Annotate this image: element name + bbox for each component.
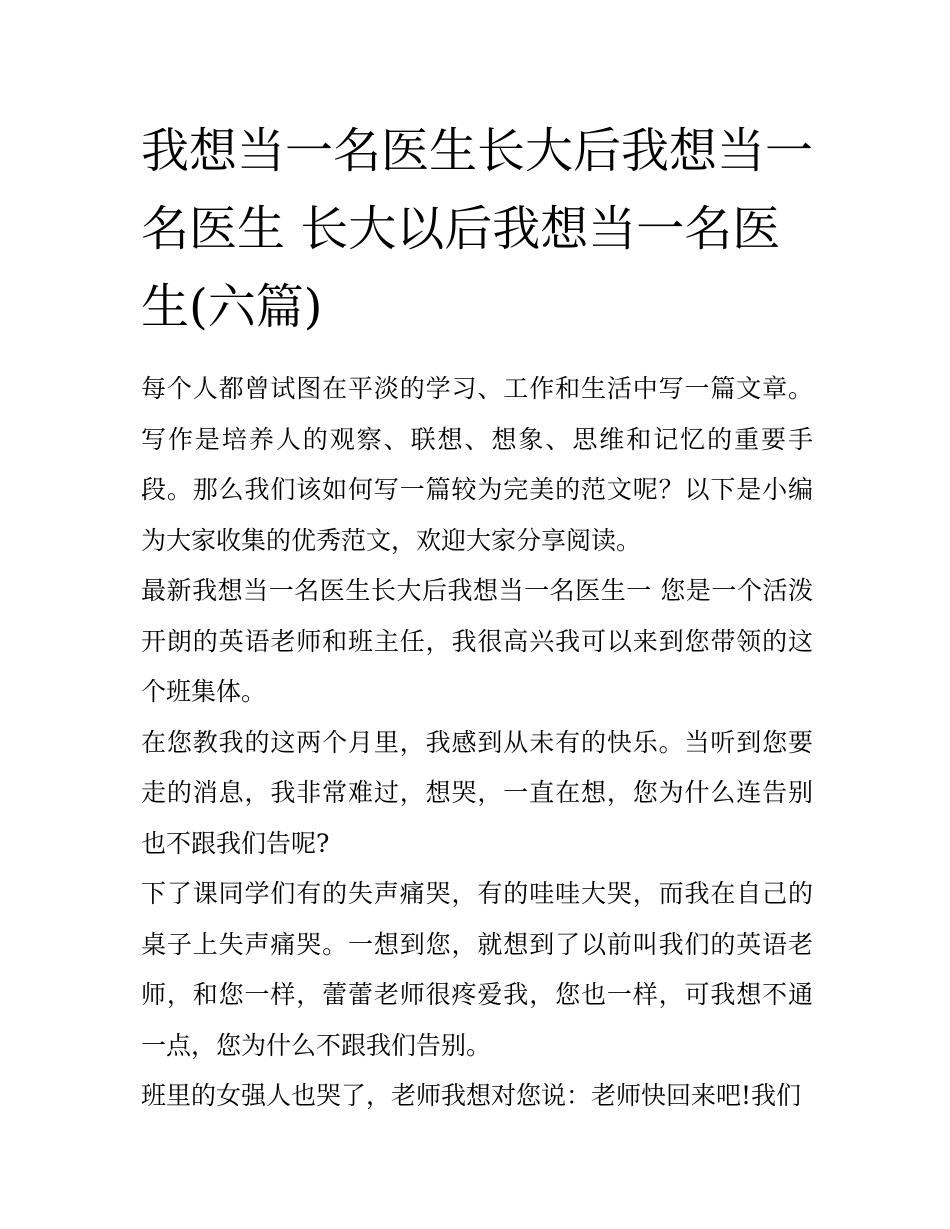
- paragraph-intro: 每个人都曾试图在平淡的学习、工作和生活中写一篇文章。写作是培养人的观察、联想、想象、思维和记忆的重要手段。那么我们该如何写一篇较为完美的范文呢？以下是小编为大家收集的优秀范文，欢迎大家分享阅读。: [141, 374, 813, 555]
- paragraph-4: 班里的女强人也哭了，老师我想对您说：老师快回来吧!我们: [141, 1081, 802, 1110]
- document-body: [141, 364, 813, 1122]
- document-title: 我想当一名医生长大后我想当一名医生 长大以后我想当一名医生(六篇): [141, 123, 814, 335]
- paragraph-3: 下了课同学们有的失声痛哭，有的哇哇大哭，而我在自己的桌子上失声痛哭。一想到您，就想到了以前叫我们的英语老师，和您一样，蕾蕾老师很疼爱我，您也一样，可我想不通一点，您为什么不跟我们告别。: [141, 879, 813, 1060]
- document-content: [141, 112, 813, 1122]
- paragraph-1: 最新我想当一名医生长大后我想当一名医生一 您是一个活泼开朗的英语老师和班主任，我很高兴我可以来到您带领的这个班集体。: [141, 576, 813, 706]
- paragraph-2: 在您教我的这两个月里，我感到从未有的快乐。当听到您要走的消息，我非常难过，想哭，一直在想，您为什么连告别也不跟我们告呢?: [141, 727, 813, 858]
